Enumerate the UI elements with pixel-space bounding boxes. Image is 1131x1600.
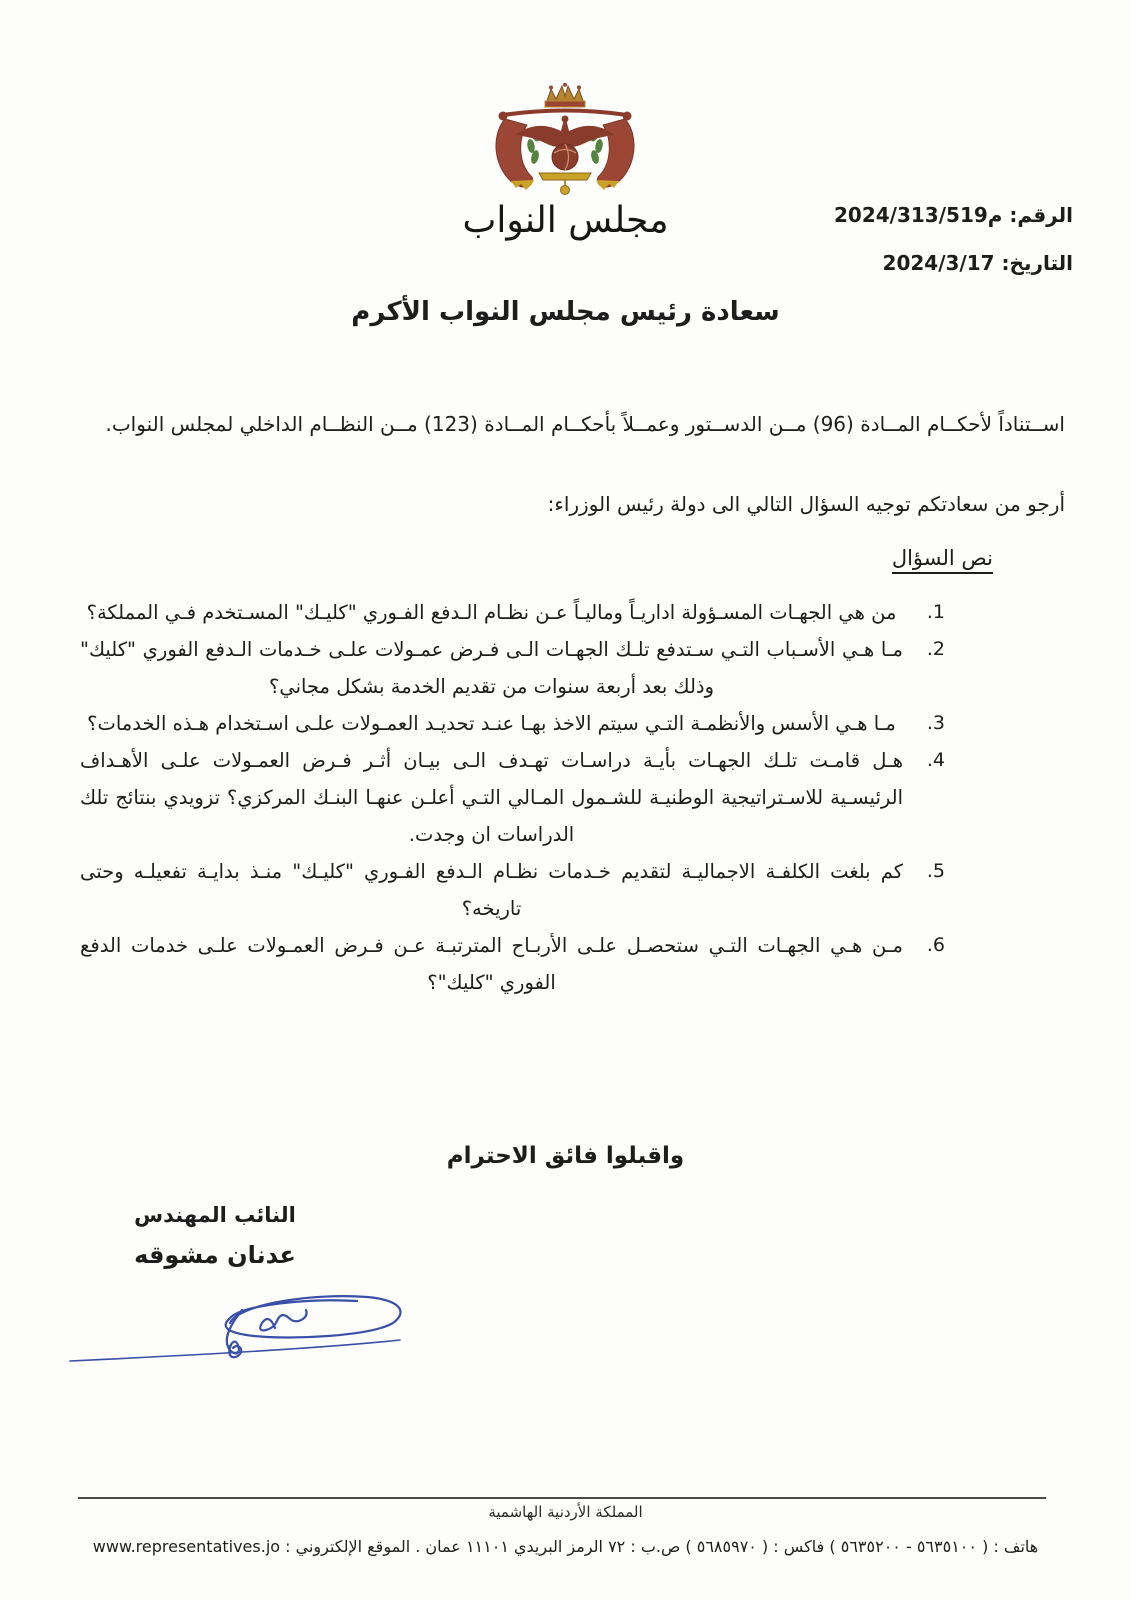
letter-date: التاريخ: 2024/3/17: [882, 251, 1073, 275]
question-number: .3: [926, 712, 945, 734]
closing-salutation: واقبلوا فائق الاحترام: [446, 1143, 685, 1169]
question-heading-text: نص السؤال: [892, 546, 993, 574]
globe-icon: [552, 144, 578, 170]
emblem-caption: مجلس النواب: [462, 200, 669, 241]
question-item: [80, 853, 945, 927]
question-number: .2: [926, 638, 945, 660]
question-number: .4: [926, 749, 945, 771]
question-heading: [892, 546, 993, 574]
ribbon: [539, 173, 591, 180]
question-text: كم بلغت الكلفـة الاجماليـة لتقديم خـدمات نظـام الـدفع الفـوري "كليـك" منـذ بدايـة تفعيلـه وحتى تاريخه؟: [80, 860, 903, 920]
question-text: مـا هـي الأسـباب التـي سـتدفع تلـك الجهـات الـى فـرض عمـولات علـى خـدمات الـدفع الفوري "كليك" وذلك بعد أربعة سنوات من تقديم الخدمة بشكل مجاني؟: [80, 638, 903, 698]
question-text: من هي الجهـات المسـؤولة اداريـاً وماليـاً عـن نظـام الـدفع الفـوري "كليـك" المسـتخدم فـي المملكة؟: [86, 601, 897, 624]
question-number: .5: [926, 860, 945, 882]
kingdom-name: المملكة الأردنية الهاشمية: [488, 1503, 643, 1521]
footer-divider: [78, 1497, 1046, 1499]
question-number: .1: [926, 601, 945, 623]
question-text: مـن هـي الجهـات التـي ستحصـل علـى الأربـاح المترتبـة عـن فـرض العمـولات علـى خدمات الدفع الفوري "كليك"؟: [80, 934, 903, 994]
medal-icon: [561, 186, 570, 195]
request-line: أرجو من سعادتكم توجيه السؤال التالي الى دولة رئيس الوزراء:: [547, 492, 1065, 516]
jordan-coat-of-arms-icon: [475, 83, 655, 198]
question-item: [80, 631, 945, 705]
question-item: [80, 705, 945, 742]
signer-name: عدنان مشوقه: [134, 1241, 296, 1269]
questions-list: [80, 594, 945, 1001]
question-text: مـا هـي الأسس والأنظمـة التـي سيتم الاخذ بهـا عنـد تحديـد العمـولات علـى اسـتخدام هـذه الخدمات؟: [87, 712, 896, 735]
signer-block: [105, 1203, 325, 1269]
signer-title: النائب المهندس: [134, 1203, 296, 1227]
question-item: [80, 742, 945, 853]
question-text: هـل قامـت تلـك الجهـات بأيـة دراسـات تهـدف الـى بيـان أثـر فـرض العمـولات علـى الأهـداف الرئيسـية للاسـتراتيجية الوطنيـة للشـمول المـالي التـي أعلـن عنهـا البنـك المركزي؟ تزويدي بنتائج تلك الدراسات ان وجدت.: [80, 749, 903, 846]
letter-title: سعادة رئيس مجلس النواب الأكرم: [351, 297, 780, 327]
question-item: [80, 594, 945, 631]
footer-contact-line: هاتف : ( ٥٦٣٥١٠٠ - ٥٦٣٥٢٠٠ ) فاكس : ( ٥٦٨٥٩٧٠ ) ص.ب : ٧٢ الرمز البريدي ١١١٠١ عمان . الموقع الإلكتروني : www.representatives.jo: [92, 1537, 1039, 1556]
question-number: .6: [926, 934, 945, 956]
reference-number: الرقم: م2024/313/519: [834, 203, 1073, 227]
handwritten-signature: [55, 1283, 415, 1393]
question-item: [80, 927, 945, 1001]
intro-paragraph: اســتناداً لأحكــام المــادة (96) مــن الدســتور وعمــلاً بأحكــام المــادة (123) مــن النظــام الداخلي لمجلس النواب.: [105, 412, 1065, 436]
